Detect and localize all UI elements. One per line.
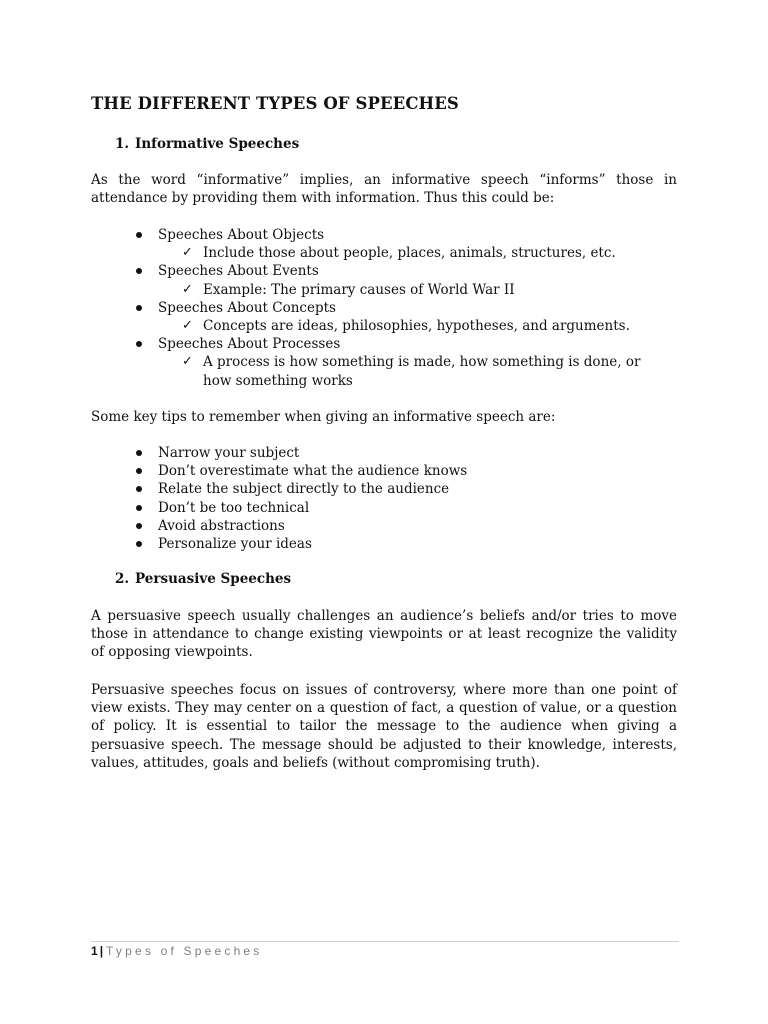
tips-list (91, 444, 681, 553)
page-title: THE DIFFERENT TYPES OF SPEECHES (91, 94, 459, 113)
page-footer (91, 944, 263, 958)
page-number: 1 (91, 944, 98, 958)
section-title: Persuasive Speeches (135, 571, 292, 587)
sub-list-item (158, 317, 681, 335)
sub-list (158, 244, 681, 262)
section-number: 2. (115, 571, 130, 587)
section-number: 1. (115, 136, 130, 152)
informative-intro-paragraph: As the word “informative” implies, an informative speech “informs” those in attendance by providing them with information. Thus this could be: (91, 172, 677, 207)
sub-list-item (158, 353, 658, 389)
persuasive-paragraph-1: A persuasive speech usually challenges an audience’s beliefs and/or tries to move those in attendance to change existing viewpoints or at least recognize the validity of opposing viewpoints. (91, 608, 677, 661)
sub-list-item (158, 281, 681, 299)
section-heading-persuasive (115, 571, 291, 587)
section-title: Informative Speeches (135, 136, 300, 152)
list-item: Narrow your subject (91, 444, 681, 462)
section-heading-informative (115, 136, 299, 152)
sub-list-item-text: Example: The primary causes of World War II (203, 281, 515, 298)
list-item (91, 299, 681, 335)
sub-list (158, 281, 681, 299)
checkmark-icon: ✓ (182, 281, 193, 297)
list-item-label: Speeches About Concepts (158, 299, 336, 316)
sub-list (158, 353, 681, 389)
list-item: Personalize your ideas (91, 535, 681, 553)
checkmark-icon: ✓ (182, 318, 193, 334)
footer-separator: | (99, 944, 104, 958)
sub-list-item-text: Concepts are ideas, philosophies, hypotheses, and arguments. (203, 318, 630, 335)
list-item: Relate the subject directly to the audience (91, 480, 681, 498)
sub-list-item-text: Include those about people, places, animals, structures, etc. (203, 245, 616, 262)
list-item: Don’t be too technical (91, 499, 681, 517)
list-item-label: Speeches About Events (158, 263, 319, 280)
checkmark-icon: ✓ (182, 245, 193, 261)
footer-text: Types of Speeches (106, 944, 263, 958)
sub-list (158, 317, 681, 335)
list-item (91, 226, 681, 262)
list-item (91, 262, 681, 298)
sub-list-item (158, 244, 681, 262)
list-item: Don’t overestimate what the audience knows (91, 462, 681, 480)
footer-divider (91, 941, 679, 942)
list-item (91, 335, 681, 390)
list-item-label: Speeches About Processes (158, 336, 341, 353)
list-item: Avoid abstractions (91, 517, 681, 535)
sub-list-item-text: A process is how something is made, how something is done, or how something works (203, 354, 641, 389)
informative-types-list (91, 226, 681, 390)
list-item-label: Speeches About Objects (158, 227, 325, 243)
persuasive-paragraph-2: Persuasive speeches focus on issues of controversy, where more than one point of view exists. They may center on a question of fact, a question of value, or a question of policy. It is essential to tailor the message to the audience when giving a persuasive speech. The message should be adjusted to their knowledge, interests, values, attitudes, goals and beliefs (without compromising truth). (91, 682, 677, 771)
checkmark-icon: ✓ (182, 354, 193, 370)
tips-intro-paragraph: Some key tips to remember when giving an informative speech are: (91, 409, 556, 425)
